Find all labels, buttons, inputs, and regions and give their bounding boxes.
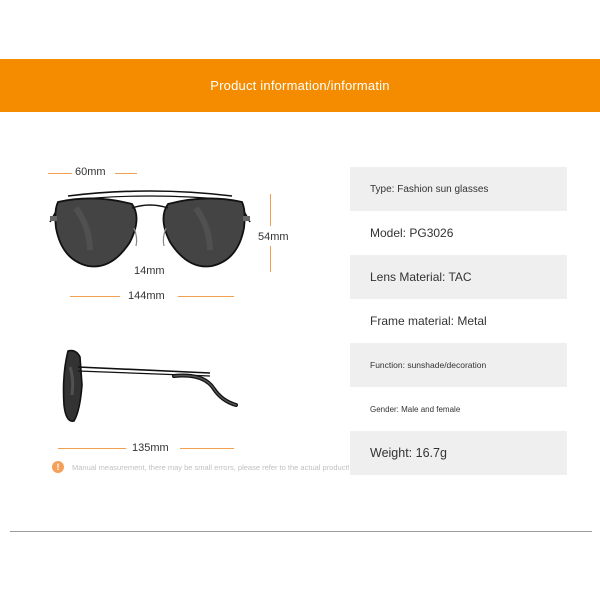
temple-length-label: 135mm — [132, 442, 169, 454]
spec-function: Function: sunshade/decoration — [370, 360, 487, 370]
spec-gender: Gender: Male and female — [370, 404, 461, 414]
spec-lens-material: Lens Material: TAC — [370, 270, 472, 284]
warning-icon: ! — [52, 461, 64, 473]
lens-width-label: 60mm — [75, 166, 106, 178]
bottom-divider — [10, 531, 592, 532]
bridge-label: 14mm — [134, 265, 165, 277]
spec-table — [350, 167, 567, 475]
sunglasses-front-view — [46, 188, 254, 270]
spec-frame-material: Frame material: Metal — [370, 314, 487, 328]
spec-row-function — [350, 343, 567, 387]
spec-model: Model: PG3026 — [370, 226, 454, 240]
header-banner — [0, 59, 600, 112]
sunglasses-side-view — [60, 345, 242, 427]
spec-row-lens-material — [350, 255, 567, 299]
lens-height-line-bottom — [270, 246, 271, 272]
spec-row-type — [350, 167, 567, 211]
frame-width-line-left — [70, 296, 120, 297]
temple-length-line-right — [180, 448, 234, 449]
spec-row-model — [350, 211, 567, 255]
lens-height-label: 54mm — [258, 231, 289, 243]
spec-row-frame-material — [350, 299, 567, 343]
lens-width-line-left — [48, 173, 72, 174]
lens-height-line-top — [270, 194, 271, 226]
temple-length-line-left — [58, 448, 126, 449]
measurement-notice — [52, 461, 350, 473]
lens-width-line-right — [115, 173, 137, 174]
spec-row-weight — [350, 431, 567, 475]
spec-row-gender — [350, 387, 567, 431]
notice-text: Manual measurement, there may be small errors, please refer to the actual product! — [72, 462, 350, 472]
banner-title: Product information/informatin — [210, 78, 390, 93]
spec-type: Type: Fashion sun glasses — [370, 183, 489, 195]
frame-width-label: 144mm — [128, 290, 165, 302]
frame-width-line-right — [178, 296, 234, 297]
spec-weight: Weight: 16.7g — [370, 446, 447, 460]
